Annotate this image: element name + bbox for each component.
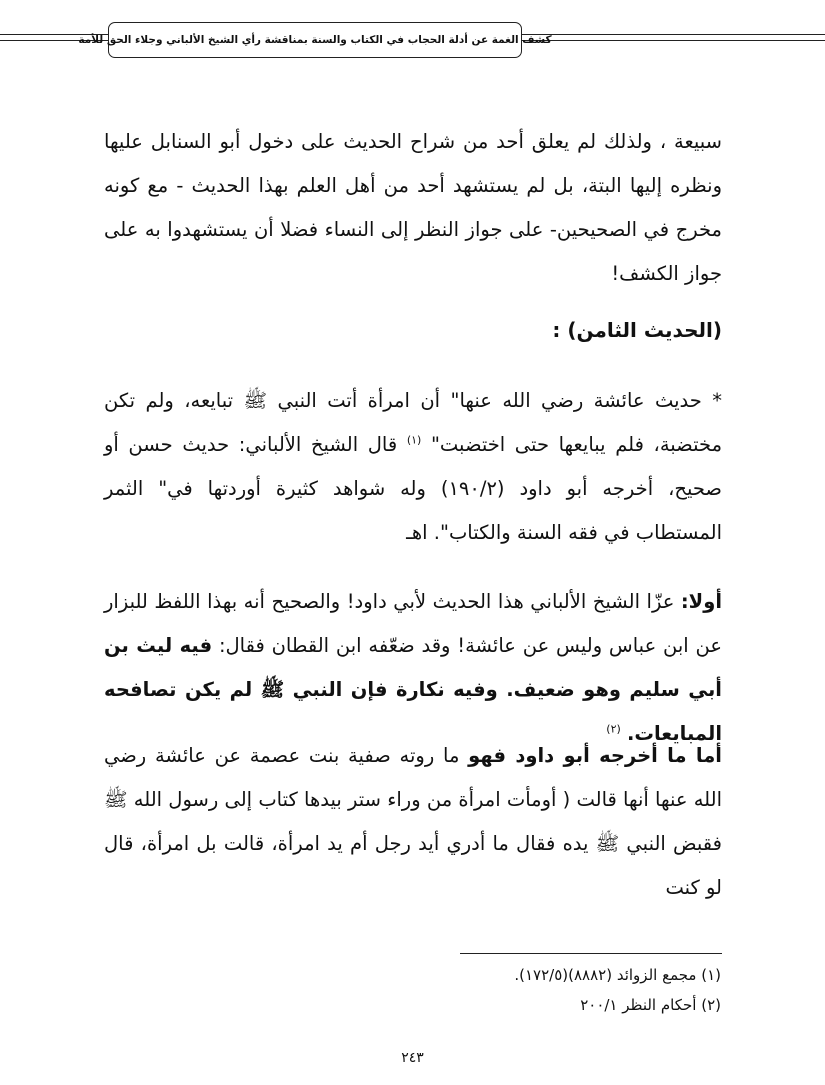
paragraph-1: سبيعة ، ولذلك لم يعلق أحد من شراح الحديث على دخول أبو السنابل عليها ونظره إليها البتة، بل لم يستشهد أحد من أهل العلم بهذا الحديث - مع كونه مخرج في الصحيحين- على جواز النظر إلى النساء فضلا أن يستشهدوا به على جواز الكشف! — [104, 130, 722, 285]
paragraph-3-bold-text: فيه ليث بن أبي سليم وهو ضعيف. وفيه نكارة فإن النبي ﷺ لم يكن تصافحه المبايعات. — [104, 634, 722, 745]
page-number: ٢٤٣ — [401, 1050, 424, 1066]
running-header-title: كشف الغمة عن أدلة الحجاب في الكتاب والسنة بمناقشة رأي الشيخ الألباني وجلاء الحق للأمة — [78, 34, 552, 46]
section-heading: (الحديث الثامن) : — [552, 318, 722, 342]
paragraph-4 — [104, 734, 722, 910]
albani-comment: قال الشيخ الألباني: حديث حسن أو صحيح، أخرجه أبو داود (١٩٠/٢) وله شواهد كثيرة أوردتها في" الثمر المستطاب في فقه السنة والكتاب". اهـ — [104, 433, 722, 544]
running-header — [78, 22, 552, 58]
footnotes — [514, 960, 721, 1020]
paragraph-4-lead: أما ما أخرجه أبو داود فهو — [468, 744, 722, 767]
header-rule-right-top — [520, 34, 825, 35]
hadith-text: * حديث عائشة رضي الله عنها" أن امرأة أتت النبي ﷺ تبايعه، ولم تكن مختضبة، فلم يبايعها حتى اختضبت" — [104, 389, 723, 456]
footnote-ref-2[interactable]: (٢) — [606, 722, 621, 736]
paragraph-4-text: ما روته صفية بنت عصمة عن عائشة رضي الله عنها أنها قالت ( أومأت امرأة من وراء ستر بيدها كتاب إلى رسول الله ﷺ فقبض النبي ﷺ يده فقال ما أدري أيد رجل أم يد امرأة، قالت بل امرأة، قال لو كنت — [104, 744, 722, 899]
paragraph-2 — [104, 379, 722, 555]
paragraph-3-text: عزّا الشيخ الألباني هذا الحديث لأبي داود! والصحيح أنه بهذا اللفظ للبزار عن ابن عباس وليس عن عائشة! وقد ضعّفه ابن القطان فقال: — [104, 590, 722, 657]
footnote-ref-1[interactable]: (١) — [406, 433, 422, 447]
footnote-2: (٢) أحكام النظر ٢٠٠/١ — [580, 996, 721, 1014]
paragraph-3-lead: أولا: — [680, 590, 722, 613]
footnote-1: (١) مجمع الزوائد (٨٨٨٢)(١٧٢/٥). — [514, 966, 721, 984]
footnote-separator — [460, 953, 722, 954]
paragraph-3 — [104, 580, 722, 756]
header-rule-right-bottom — [520, 40, 825, 41]
